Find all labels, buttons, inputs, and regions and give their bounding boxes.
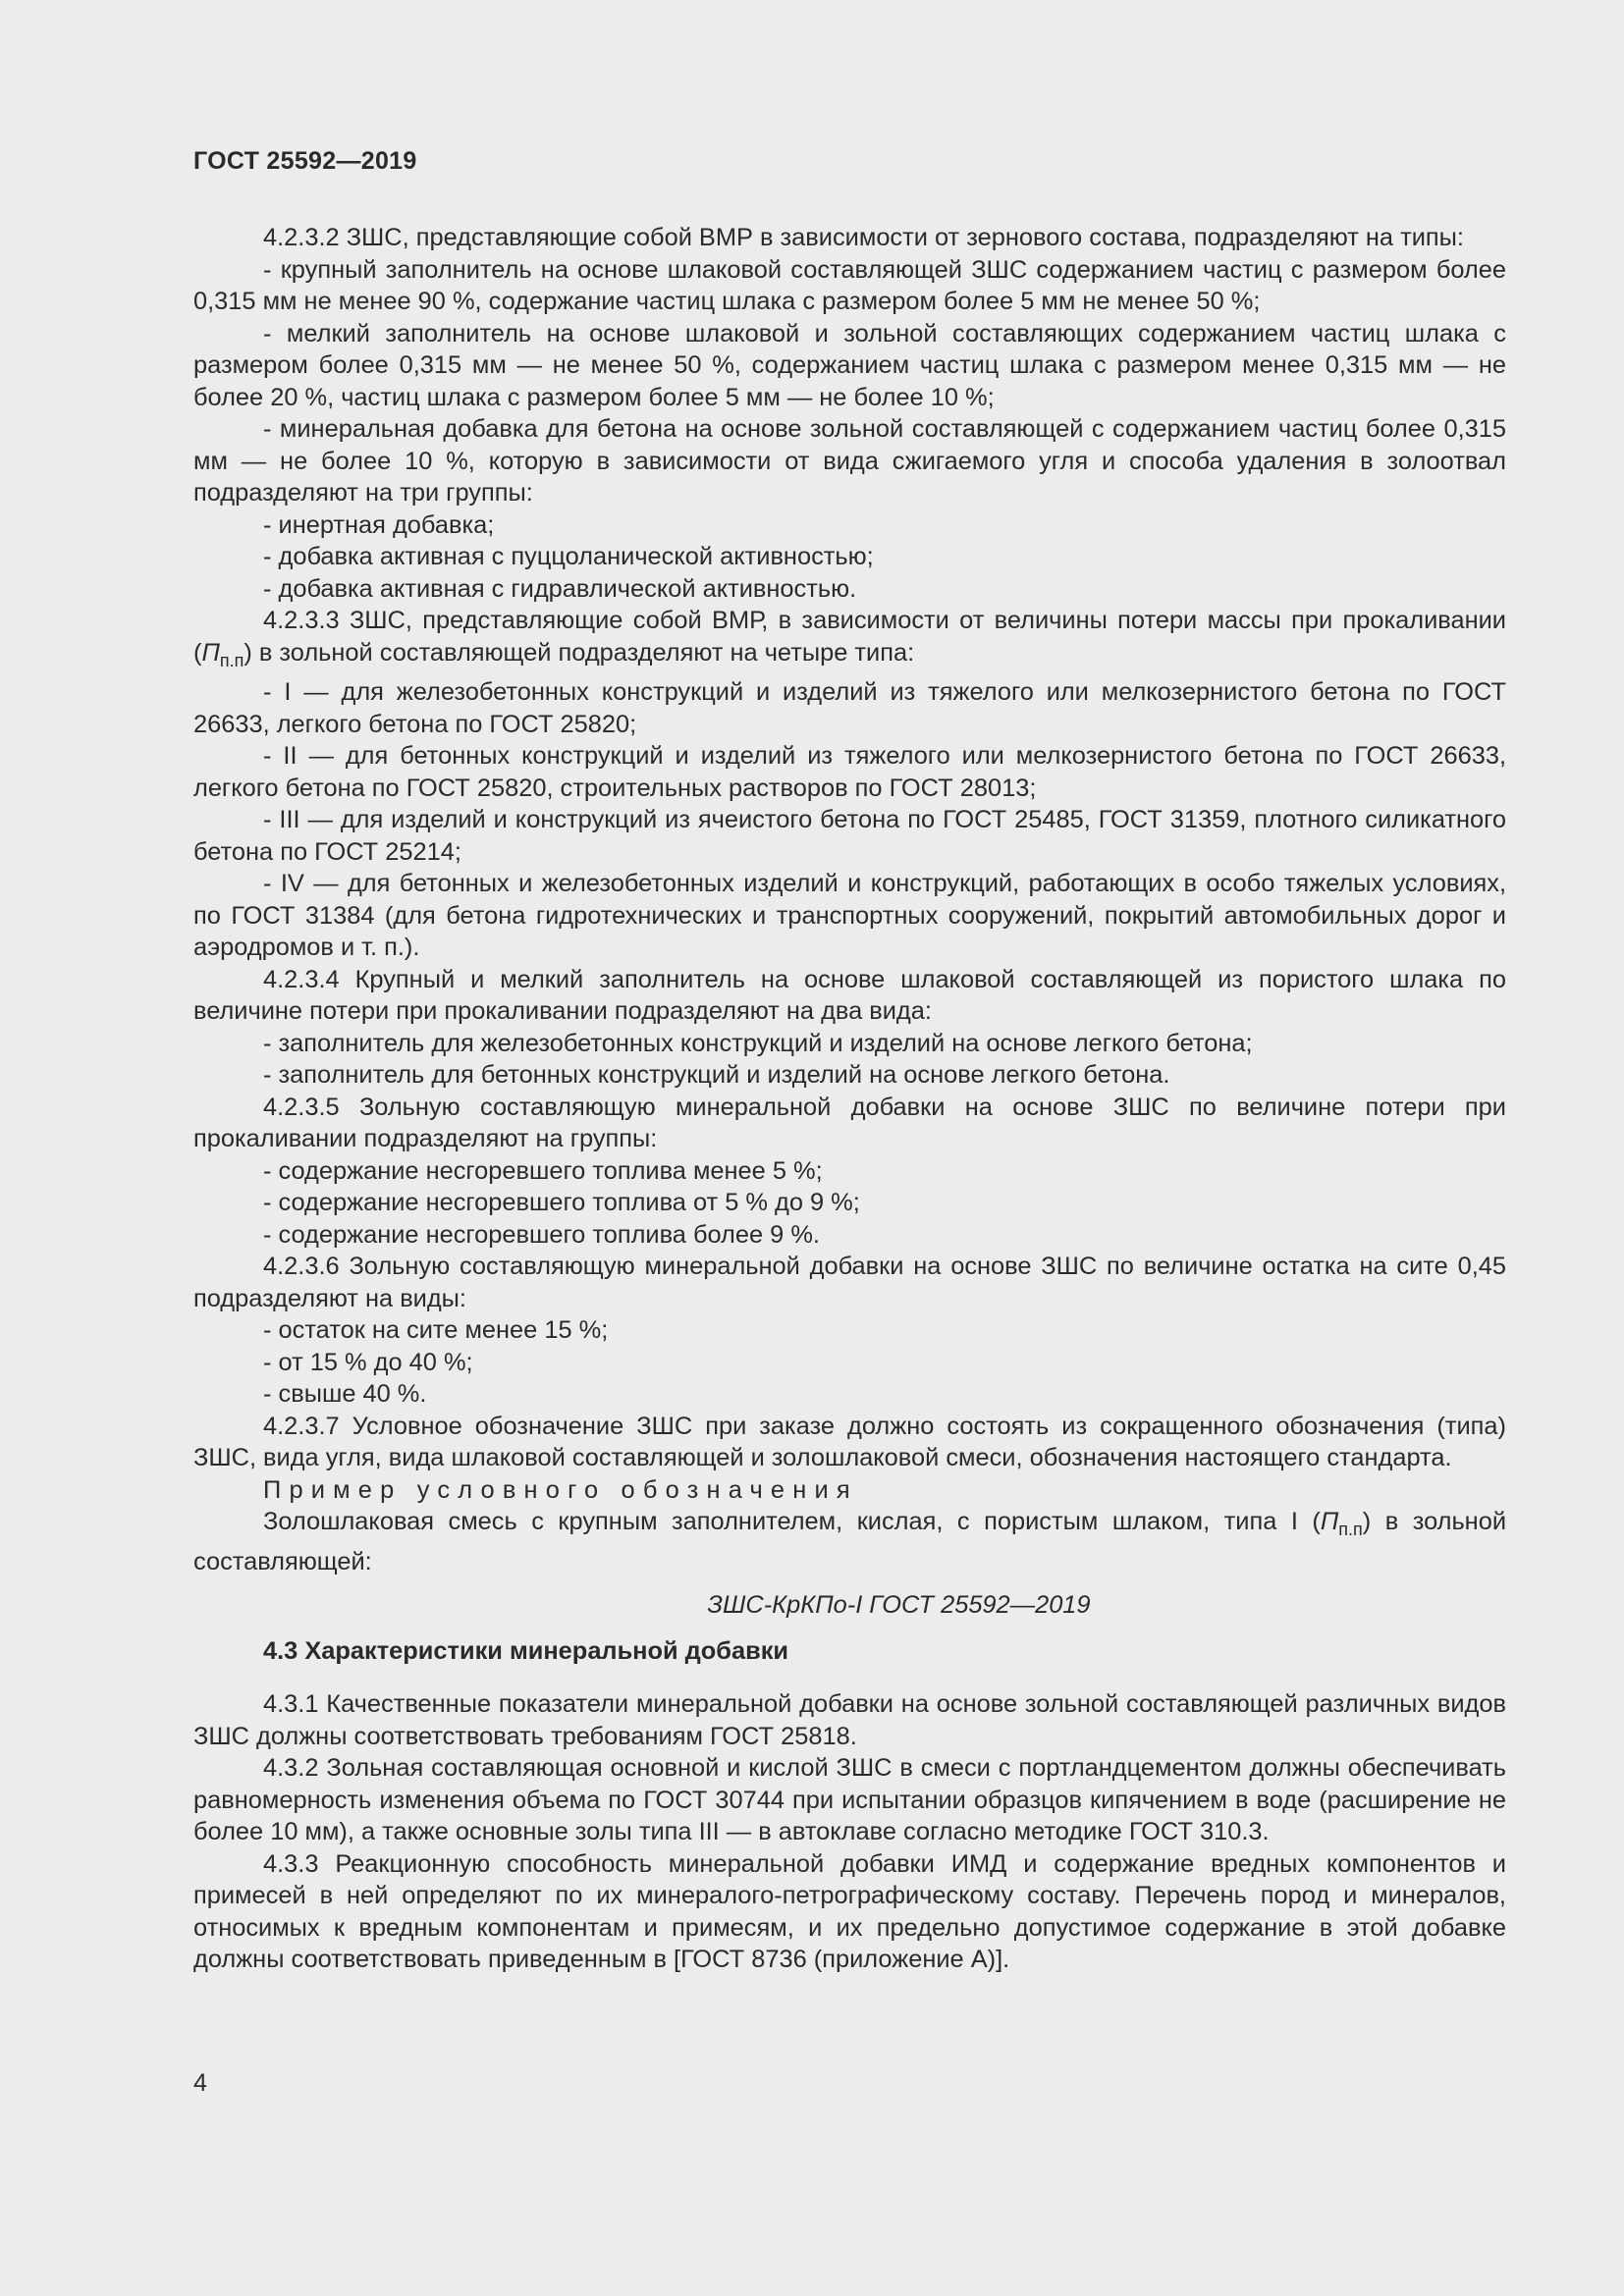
page-number: 4 <box>193 2069 207 2097</box>
paragraph-4-3-1: 4.3.1 Качественные показатели минеральной добавки на основе зольной составляющей различных видов ЗШС должны соответствовать требованиям ГОСТ 25818. <box>193 1690 1506 1750</box>
list-item: - свыше 40 %. <box>263 1380 427 1408</box>
list-item: - минеральная добавка для бетона на основе зольной составляющей с содержанием частиц более 0,315 мм — не более 10 %, которую в зависимости от вида сжигаемого угля и способа удаления в золоотвал подразделяют на три группы: <box>193 415 1506 507</box>
document-body <box>193 222 1506 1976</box>
paragraph-4-3-3: 4.3.3 Реакционную способность минеральной добавки ИМД и содержание вредных компонентов и примесей в ней определяют по их минералого-петрографическому составу. Перечень пород и минералов, относимых к вредным компонентам и примесям, и их предельно допустимое содержание в этой добавке должны соответствовать приведенным в [ГОСТ 8736 (приложение А)]. <box>193 1849 1506 1973</box>
list-item: - содержание несгоревшего топлива более 9 %. <box>263 1220 820 1249</box>
paragraph-4-2-3-6: 4.2.3.6 Зольную составляющую минеральной добавки на основе ЗШС по величине остатка на сите 0,45 подразделяют на виды: <box>193 1253 1506 1312</box>
paragraph-4-2-3-5: 4.2.3.5 Зольную составляющую минеральной добавки на основе ЗШС по величине потери при прокаливании подразделяют на группы: <box>193 1093 1506 1152</box>
list-item: - крупный заполнитель на основе шлаковой составляющей ЗШС содержанием частиц с размером более 0,315 мм не менее 90 %, содержание частиц шлака с размером более 5 мм не менее 50 %; <box>193 255 1506 315</box>
paragraph-4-2-3-7: 4.2.3.7 Условное обозначение ЗШС при заказе должно состоять из сокращенного обозначения (типа) ЗШС, вида угля, вида шлаковой составляющей и золошлаковой смеси, обозначения настоящего стандарта. <box>193 1412 1506 1471</box>
symbol-subscript: п.п <box>219 650 244 670</box>
list-item: - от 15 % до 40 %; <box>263 1348 473 1376</box>
document-code-header: ГОСТ 25592—2019 <box>193 147 417 175</box>
paragraph-4-3-2: 4.3.2 Зольная составляющая основной и кислой ЗШС в смеси с портландцементом должны обеспечивать равномерность изменения объема по ГОСТ 30744 при испытании образцов кипячением в воде (расширение не более 10 мм), а также основные золы типа III — в автоклаве согласно методике ГОСТ 310.3. <box>193 1754 1506 1845</box>
designation-example: ЗШС-КрКПо-I ГОСТ 25592—2019 <box>707 1591 1091 1619</box>
loss-on-ignition-symbol: П <box>201 638 220 667</box>
list-item: - заполнитель для железобетонных конструкций и изделий на основе легкого бетона; <box>263 1029 1253 1057</box>
list-item: - III — для изделий и конструкций из ячеистого бетона по ГОСТ 25485, ГОСТ 31359, плотного силикатного бетона по ГОСТ 25214; <box>193 806 1506 866</box>
symbol-subscript: п.п <box>1338 1520 1363 1539</box>
list-item: - добавка активная с гидравлической активностью. <box>263 574 857 603</box>
example-text: Золошлаковая смесь с крупным заполнителем, кислая, с пористым шлаком, типа I $(П_{п.п})$ в зольной составляющей: <box>193 1508 1507 1575</box>
loss-on-ignition-symbol: П <box>1320 1508 1339 1535</box>
paragraph-4-2-3-4: 4.2.3.4 Крупный и мелкий заполнитель на основе шлаковой составляющей из пористого шлака по величине потери при прокаливании подразделяют на два вида: <box>193 965 1506 1025</box>
list-item: - заполнитель для бетонных конструкций и изделий на основе легкого бетона. <box>263 1061 1170 1089</box>
example-heading: Пример условного обозначения <box>263 1475 858 1504</box>
list-item: - инертная добавка; <box>263 510 495 539</box>
list-item: - содержание несгоревшего топлива от 5 % до 9 %; <box>263 1189 860 1216</box>
list-item: - IV — для бетонных и железобетонных изделий и конструкций, работающих в особо тяжелых условиях, по ГОСТ 31384 (для бетона гидротехнических и транспортных сооружений, покрытий автомобильных дорог и аэродромов и т. п.). <box>193 870 1506 961</box>
list-item: - содержание несгоревшего топлива менее 5 %; <box>263 1156 823 1185</box>
section-title-4-3: 4.3 Характеристики минеральной добавки <box>263 1636 789 1665</box>
list-item: - I — для железобетонных конструкций и изделий из тяжелого или мелкозернистого бетона по ГОСТ 26633, легкого бетона по ГОСТ 25820; <box>193 678 1506 738</box>
list-item: - II — для бетонных конструкций и изделий из тяжелого или мелкозернистого бетона по ГОСТ 26633, легкого бетона по ГОСТ 25820, строительных растворов по ГОСТ 28013; <box>193 742 1506 802</box>
list-item: - добавка активная с пуццоланической активностью; <box>263 543 874 570</box>
paragraph-4-2-3-2: 4.2.3.2 ЗШС, представляющие собой ВМР в зависимости от зернового состава, подразделяют на типы: <box>263 224 1464 251</box>
paragraph-4-2-3-3: 4.2.3.3 ЗШС, представляющие собой ВМР, в зависимости от величины потери массы при прокаливании $(П_{п.п})$ в зольной составляющей подразделяют на четыре типа: <box>193 607 1506 670</box>
list-item: - мелкий заполнитель на основе шлаковой и зольной составляющих содержанием частиц шлака с размером более 0,315 мм — не менее 50 %, содержанием частиц шлака с размером менее 0,315 мм — не более 20 %, частиц шлака с размером более 5 мм — не более 10 %; <box>193 319 1506 411</box>
list-item: - остаток на сите менее 15 %; <box>263 1316 609 1344</box>
